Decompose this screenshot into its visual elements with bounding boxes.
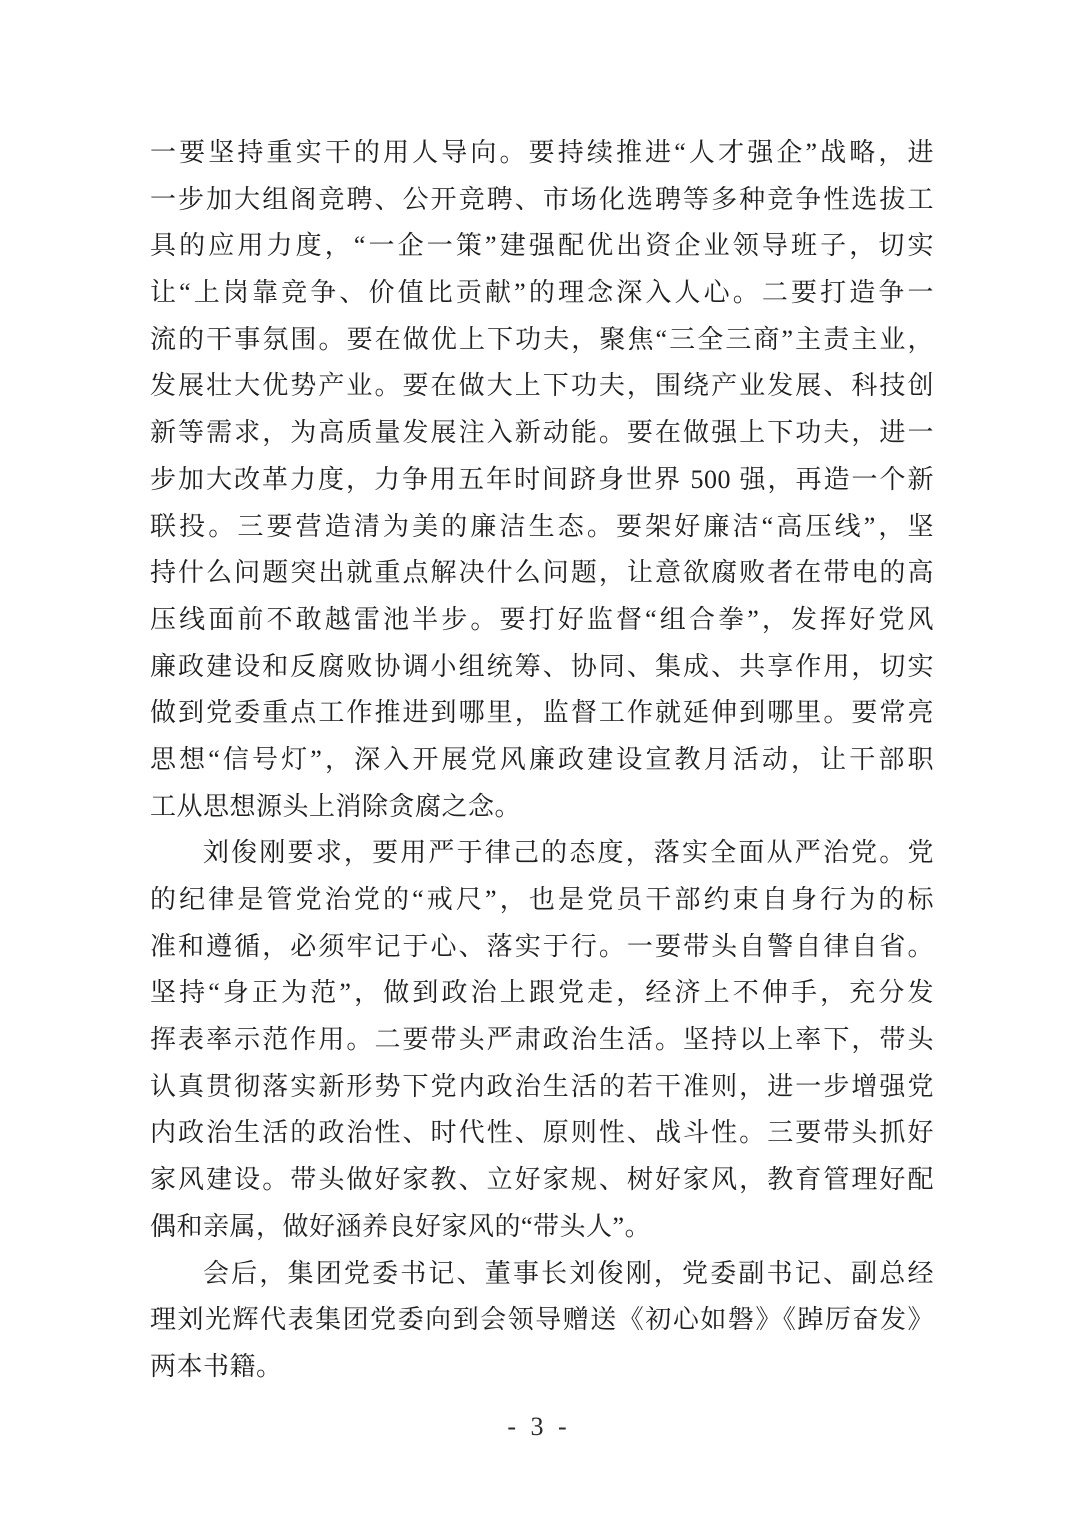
text-line: 发展壮大优势产业。要在做大上下功夫，围绕产业发展、科技创 [150, 371, 934, 401]
text-line: 廉政建设和反腐败协调小组统筹、协同、集成、共享作用，切实 [150, 651, 934, 681]
text-line: 联投。三要营造清为美的廉洁生态。要架好廉洁“高压线”，坚 [150, 511, 934, 541]
text-line: 坚持“身正为范”，做到政治上跟党走，经济上不伸手，充分发 [150, 978, 934, 1008]
text-line: 思想“信号灯”，深入开展党风廉政建设宣教月活动，让干部职 [150, 744, 934, 774]
text-line: 会后，集团党委书记、董事长刘俊刚，党委副书记、副总经 [203, 1258, 934, 1288]
text-line: 一要坚持重实干的用人导向。要持续推进“人才强企”战略，进 [150, 138, 934, 167]
page-number: - 3 - [507, 1412, 567, 1441]
text-line: 两本书籍。 [150, 1351, 283, 1381]
text-line: 内政治生活的政治性、时代性、原则性、战斗性。三要带头抓好 [150, 1118, 934, 1148]
text-line: 工从思想源头上消除贪腐之念。 [150, 791, 522, 821]
page-footer [0, 1412, 1074, 1442]
text-line: 让“上岗靠竞争、价值比贡献”的理念深入人心。二要打造争一 [150, 278, 934, 308]
document-text [150, 130, 934, 1391]
text-line: 持什么问题突出就重点解决什么问题，让意欲腐败者在带电的高 [150, 558, 934, 588]
text-line: 的纪律是管党治党的“戒尺”，也是党员干部约束自身行为的标 [150, 885, 934, 914]
text-line: 理刘光辉代表集团党委向到会领导赠送《初心如磐》《踔厉奋发》 [150, 1305, 934, 1335]
text-line: 新等需求，为高质量发展注入新动能。要在做强上下功夫，进一 [150, 418, 934, 448]
text-line: 步加大改革力度，力争用五年时间跻身世界 500 强，再造一个新 [150, 464, 934, 494]
text-line: 流的干事氛围。要在做优上下功夫，聚焦“三全三商”主责主业， [150, 324, 934, 354]
text-line: 家风建设。带头做好家教、立好家规、树好家风，教育管理好配 [150, 1165, 934, 1195]
text-line: 偶和亲属，做好涵养良好家风的“带头人”。 [150, 1211, 652, 1241]
text-line: 认真贯彻落实新形势下党内政治生活的若干准则，进一步增强党 [150, 1071, 934, 1101]
text-line: 刘俊刚要求，要用严于律己的态度，落实全面从严治党。党 [203, 838, 934, 868]
text-line: 做到党委重点工作推进到哪里，监督工作就延伸到哪里。要常亮 [150, 698, 934, 728]
text-line: 挥表率示范作用。二要带头严肃政治生活。坚持以上率下，带头 [150, 1025, 934, 1055]
text-line: 压线面前不敢越雷池半步。要打好监督“组合拳”，发挥好党风 [150, 604, 934, 634]
text-line: 准和遵循，必须牢记于心、落实于行。一要带头自警自律自省。 [150, 931, 934, 961]
text-line: 具的应用力度，“一企一策”建强配优出资企业领导班子，切实 [150, 231, 934, 261]
text-line: 一步加大组阁竞聘、公开竞聘、市场化选聘等多种竞争性选拔工 [150, 184, 934, 214]
